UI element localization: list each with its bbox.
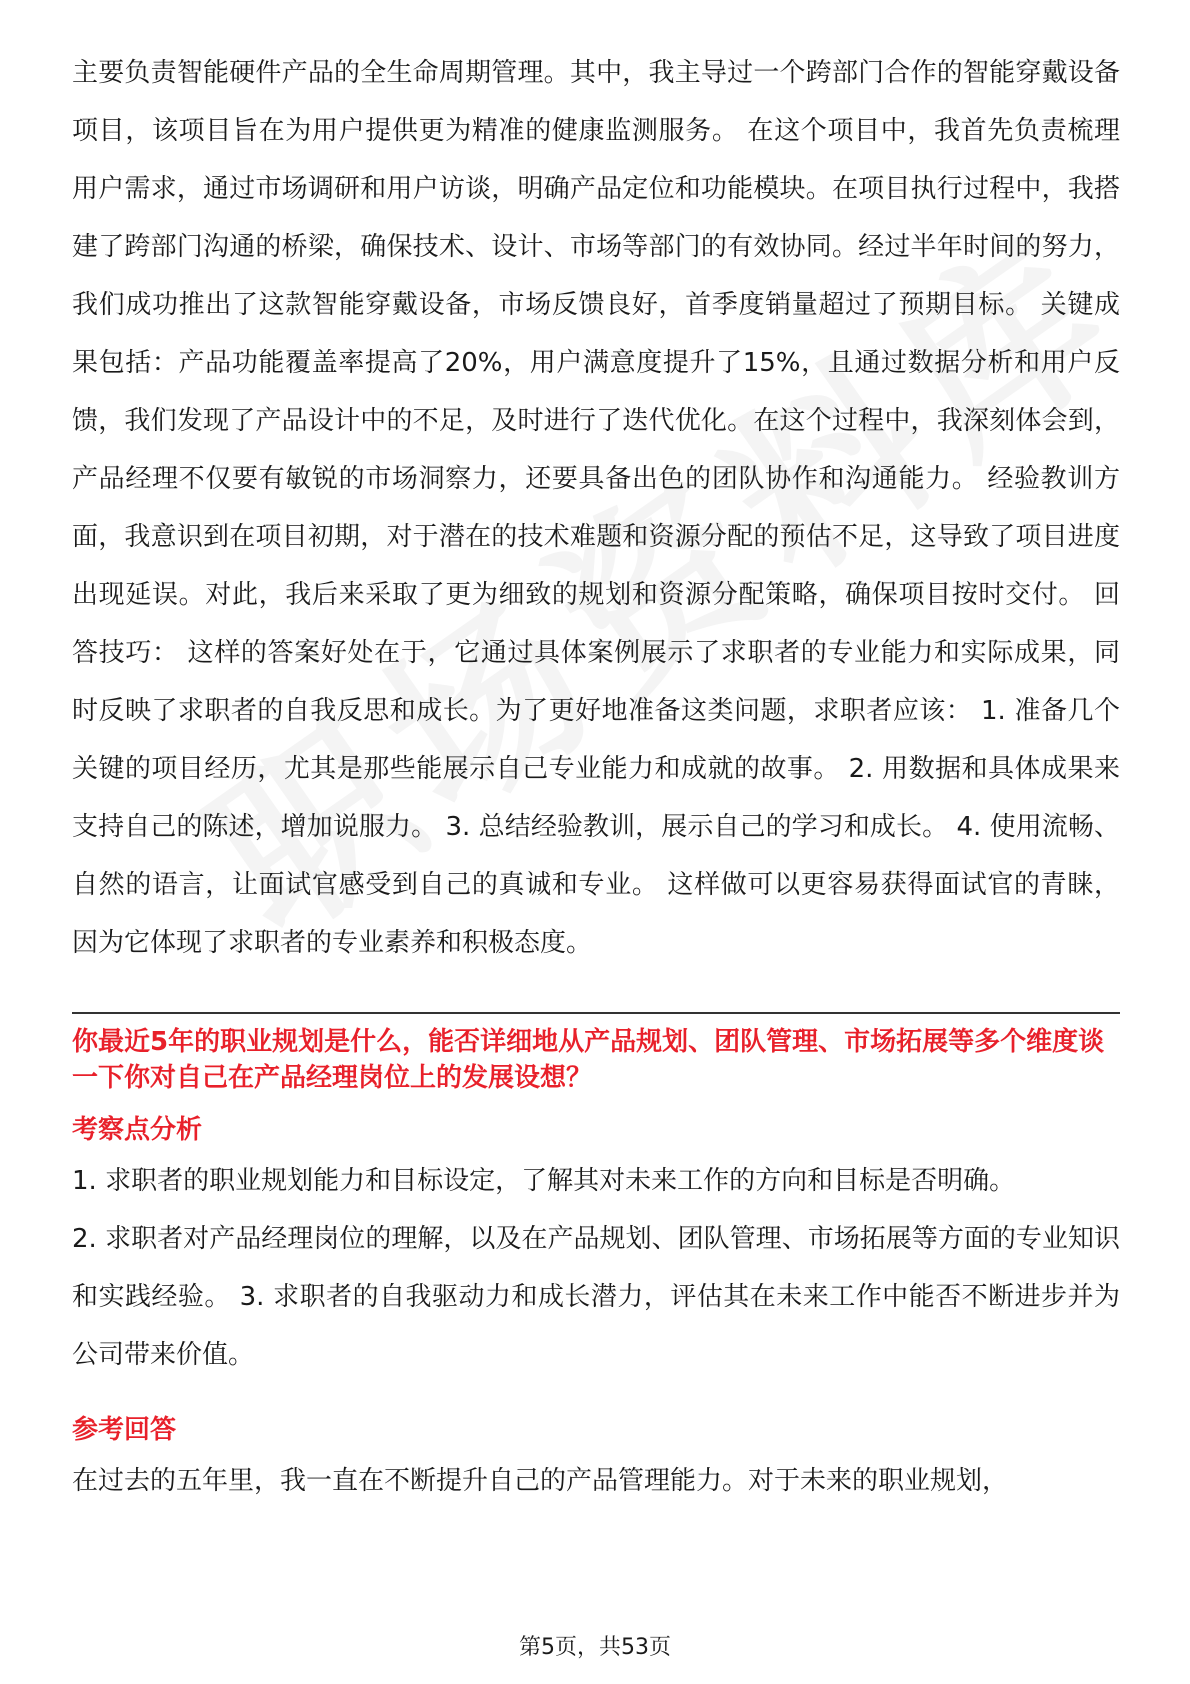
reference-answer-section — [72, 1452, 1120, 1510]
body-paragraph: 主要负责智能硬件产品的全生命周期管理。其中，我主导过一个跨部门合作的智能穿戴设备项目，该项目旨在为用户提供更为精准的健康监测服务。 在这个项目中，我首先负责梳理用户需求，通过市场调研和用户访谈，明确产品定位和功能模块。在项目执行过程中，我搭建了跨部门沟通的桥梁，确保技术、设计、市场等部门的有效协同。经过半年时间的努力，我们成功推出了这款智能穿戴设备，市场反馈良好，首季度销量超过了预期目标。 关键成果包括：产品功能覆盖率提高了20%，用户满意度提升了15%，且通过数据分析和用户反馈，我们发现了产品设计中的不足，及时进行了迭代优化。在这个过程中，我深刻体会到，产品经理不仅要有敏锐的市场洞察力，还要具备出色的团队协作和沟通能力。 经验教训方面，我意识到在项目初期，对于潜在的技术难题和资源分配的预估不足，这导致了项目进度出现延误。对此，我后来采取了更为细致的规划和资源分配策略，确保项目按时交付。 回答技巧： 这样的答案好处在于，它通过具体案例展示了求职者的专业能力和实际成果，同时反映了求职者的自我反思和成长。为了更好地准备这类问题，求职者应该： 1. 准备几个关键的项目经历，尤其是那些能展示自己专业能力和成就的故事。 2. 用数据和具体成果来支持自己的陈述，增加说服力。 3. 总结经验教训，展示自己的学习和成长。 4. 使用流畅、自然的语言，让面试官感受到自己的真诚和专业。 这样做可以更容易获得面试官的青睐，因为它体现了求职者的专业素养和积极态度。 — [72, 58, 1120, 958]
section-divider — [72, 1012, 1120, 1014]
page-content — [72, 44, 1120, 1510]
analysis-heading: 考察点分析 — [72, 1115, 203, 1145]
interview-question: 你最近5年的职业规划是什么，能否详细地从产品规划、团队管理、市场拓展等多个维度谈一下你对自己在产品经理岗位上的发展设想？ — [72, 1027, 1105, 1093]
analysis-point-1: 1. 求职者的职业规划能力和目标设定，了解其对未来工作的方向和目标是否明确。 — [72, 1166, 1016, 1196]
analysis-point-2-3: 2. 求职者对产品经理岗位的理解，以及在产品规划、团队管理、市场拓展等方面的专业知识和实践经验。 3. 求职者的自我驱动力和成长潜力，评估其在未来工作中能否不断进步并为公司带来价值。 — [72, 1224, 1120, 1370]
page-number: 第5页，共53页 — [519, 1635, 671, 1660]
reference-answer-text: 在过去的五年里，我一直在不断提升自己的产品管理能力。对于未来的职业规划， — [72, 1466, 1009, 1496]
reference-answer-heading: 参考回答 — [72, 1415, 177, 1445]
analysis-section — [72, 1152, 1120, 1384]
